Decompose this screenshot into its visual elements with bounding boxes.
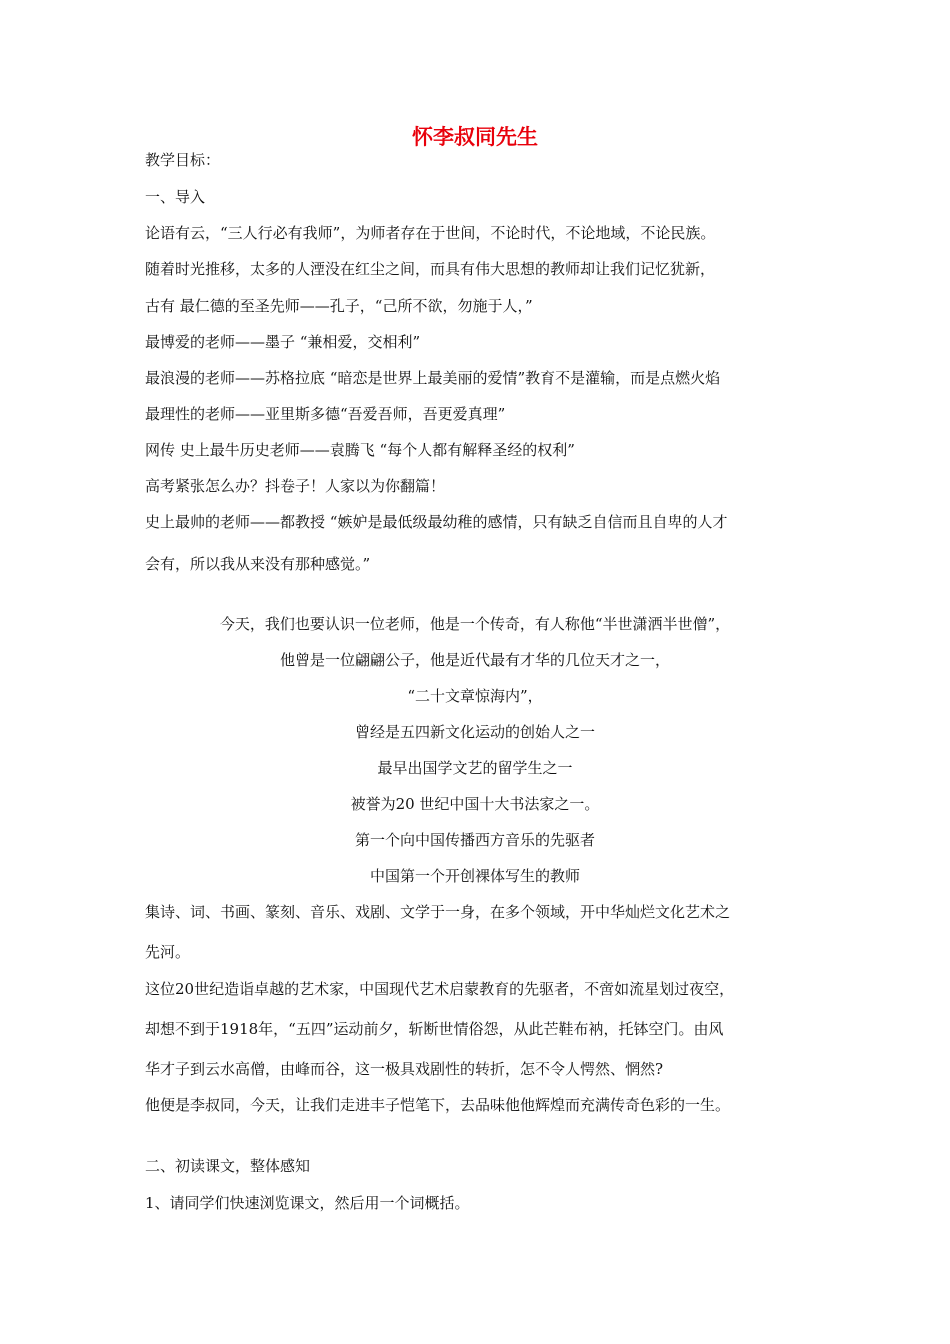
paragraph-line: 随着时光推移，太多的人湮没在红尘之间，而具有伟大思想的教师却让我们记忆犹新， bbox=[145, 260, 716, 278]
centered-line: 曾经是五四新文化运动的创始人之一 bbox=[354, 723, 595, 741]
centered-line: 第一个向中国传播西方音乐的先驱者 bbox=[354, 831, 595, 849]
paragraph-line: 史上最帅的老师——都教授 “嫉妒是最低级最幼稚的感情，只有缺乏自信而且自卑的人才 bbox=[145, 513, 728, 531]
paragraph-line: 却想不到于1918年，“五四”运动前夕，斩断世情俗怨，从此芒鞋布衲，托钵空门。由风 bbox=[145, 1020, 724, 1038]
document-title: 怀李叔同先生 bbox=[412, 125, 538, 149]
paragraph-line: 最浪漫的老师——苏格拉底 “暗恋是世界上最美丽的爱情”教育不是灌输，而是点燃火焰 bbox=[145, 369, 721, 387]
centered-line: 今天，我们也要认识一位老师，他是一个传奇，有人称他“半世潇洒半世僧”， bbox=[219, 615, 731, 633]
paragraph-line: 1、请同学们快速浏览课文，然后用一个词概括。 bbox=[145, 1194, 470, 1212]
paragraph-line: 论语有云，“三人行必有我师”，为师者存在于世间，不论时代，不论地域，不论民族。 bbox=[145, 224, 716, 242]
paragraph-line: 古有 最仁德的至圣先师——孔子，“己所不欲，勿施于人，” bbox=[145, 297, 533, 315]
paragraph-line: 会有，所以我从来没有那种感觉。” bbox=[145, 555, 371, 573]
paragraph-line: 高考紧张怎么办？抖卷子！人家以为你翻篇！ bbox=[145, 477, 446, 495]
paragraph-line: 先河。 bbox=[145, 943, 191, 961]
centered-line: 被誉为20 世纪中国十大书法家之一。 bbox=[350, 795, 600, 813]
paragraph-line: 最博爱的老师——墨子 “兼相爱，交相利” bbox=[145, 333, 421, 351]
paragraph-line: 华才子到云水高僧，由峰而谷，这一极具戏剧性的转折，怎不令人愕然、惘然? bbox=[145, 1060, 664, 1078]
centered-line: 最早出国学文艺的留学生之一 bbox=[377, 759, 573, 777]
centered-line: “二十文章惊海内”， bbox=[407, 687, 543, 705]
paragraph-line: 网传 史上最牛历史老师——袁腾飞 “每个人都有解释圣经的权利” bbox=[145, 441, 575, 459]
centered-line: 他曾是一位翩翩公子，他是近代最有才华的几位天才之一， bbox=[279, 651, 670, 669]
section-heading-reading: 二、初读课文，整体感知 bbox=[145, 1157, 311, 1175]
section-heading-intro: 一、导入 bbox=[145, 188, 206, 206]
paragraph-line: 最理性的老师——亚里斯多德“吾爱吾师，吾更爱真理” bbox=[145, 405, 506, 423]
centered-line: 中国第一个开创裸体写生的教师 bbox=[369, 867, 580, 885]
teaching-goals-label: 教学目标： bbox=[145, 151, 221, 169]
paragraph-line: 这位20世纪造诣卓越的艺术家，中国现代艺术启蒙教育的先驱者，不啻如流星划过夜空， bbox=[145, 980, 735, 998]
paragraph-line: 集诗、词、书画、篆刻、音乐、戏剧、文学于一身，在多个领域，开中华灿烂文化艺术之 bbox=[145, 903, 731, 921]
paragraph-line: 他便是李叔同，今天，让我们走进丰子恺笔下，去品味他他辉煌而充满传奇色彩的一生。 bbox=[145, 1096, 731, 1114]
